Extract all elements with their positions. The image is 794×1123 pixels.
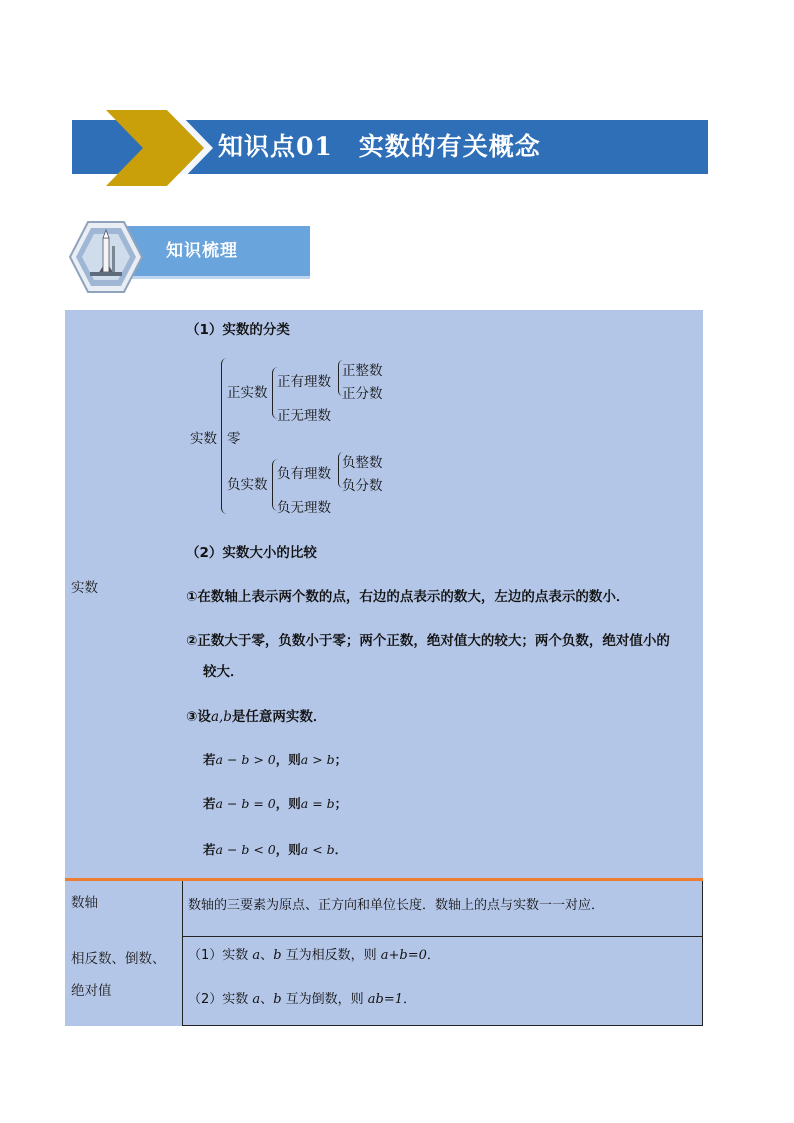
opposite-mid: 互为相反数，则 [281, 948, 381, 963]
table-right-border [702, 881, 703, 1026]
case-less-result: a < b [300, 842, 335, 857]
chevron-arrow-icon [72, 110, 222, 186]
row-label-real-numbers: 实数 [71, 580, 98, 596]
tree-root: 实数 [190, 431, 217, 447]
rule-2-line-2: 较大． [203, 664, 244, 680]
case-equal-then: ，则 [275, 796, 301, 811]
reciprocal-end: ． [403, 992, 417, 1007]
case-less-expr: a − b < 0 [215, 842, 276, 857]
opposite-prefix: （1）实数 [188, 948, 253, 963]
rule-3-prefix: ③设 [186, 709, 211, 725]
tree-positive-irrationals: 正无理数 [277, 408, 331, 424]
tree-negative-reals: 负实数 [227, 477, 268, 493]
opposite-var-b: b [273, 948, 282, 963]
case-equal-if: 若 [203, 796, 216, 811]
tree-negative-fractions: 负分数 [342, 478, 383, 494]
case-greater-if: 若 [203, 752, 216, 767]
row-separator [182, 936, 703, 937]
rule-1: ①在数轴上表示两个数的点，右边的点表示的数大，左边的点表示的数小． [186, 589, 630, 605]
case-equal [203, 794, 347, 812]
case-equal-end: ； [334, 796, 348, 811]
row-label-number-line: 数轴 [71, 895, 98, 911]
case-greater-expr: a − b > 0 [215, 752, 276, 767]
case-less-if: 若 [203, 842, 216, 857]
reciprocal-var-b: b [273, 992, 282, 1007]
tree-negative-irrationals: 负无理数 [277, 500, 331, 516]
case-less-then: ，则 [275, 842, 301, 857]
case-greater-end: ； [334, 752, 348, 767]
opposite-expr: a+b=0 [380, 948, 427, 963]
rule-2-line-1: ②正数大于零，负数小于零；两个正数，绝对值大的较大；两个负数，绝对值小的 [186, 633, 670, 649]
reciprocal-var-a: a [252, 992, 261, 1007]
case-less-end: ． [334, 842, 348, 857]
case-less [203, 840, 347, 858]
number-line-text: 数轴的三要素为原点、正方向和单位长度．数轴上的点与实数一一对应． [188, 898, 605, 913]
case-equal-expr: a − b = 0 [215, 796, 276, 811]
rocket-icon [68, 218, 144, 296]
tree-positive-rationals: 正有理数 [277, 374, 331, 390]
tree-negative-rationals: 负有理数 [277, 466, 331, 482]
tree-positive-integers: 正整数 [342, 363, 383, 379]
reciprocal-prefix: （2）实数 [188, 992, 253, 1007]
case-equal-result: a = b [300, 796, 335, 811]
rule-3-variables: a,b [210, 709, 232, 725]
page-title: 知识点01 实数的有关概念 [218, 132, 541, 161]
opposite-rule [188, 944, 440, 963]
tree-positive-reals: 正实数 [227, 385, 268, 401]
heading-classification: （1）实数的分类 [186, 322, 290, 338]
reciprocal-mid: 互为倒数，则 [281, 992, 368, 1007]
section-tag-label: 知识梳理 [166, 241, 238, 261]
case-greater-then: ，则 [275, 752, 301, 767]
table-bottom-border [182, 1025, 703, 1026]
rule-3-suffix: 是任意两实数． [231, 709, 327, 725]
case-greater-result: a > b [300, 752, 335, 767]
tree-positive-fractions: 正分数 [342, 386, 383, 402]
row-separator-orange [65, 878, 703, 881]
rule-3 [186, 705, 326, 725]
knowledge-table [65, 310, 703, 1026]
reciprocal-rule [188, 988, 416, 1007]
row-label-opposite-line-2: 绝对值 [71, 983, 112, 999]
row-label-opposite-line-1: 相反数、倒数、 [71, 951, 166, 967]
tree-negative-integers: 负整数 [342, 455, 383, 471]
opposite-sep: 、 [260, 948, 274, 963]
case-greater [203, 750, 347, 768]
opposite-var-a: a [252, 948, 261, 963]
opposite-end: ． [426, 948, 440, 963]
column-divider [182, 881, 183, 1026]
reciprocal-expr: ab=1 [367, 992, 404, 1007]
tree-zero: 零 [227, 431, 241, 447]
reciprocal-sep: 、 [260, 992, 274, 1007]
heading-comparison: （2）实数大小的比较 [186, 545, 317, 561]
